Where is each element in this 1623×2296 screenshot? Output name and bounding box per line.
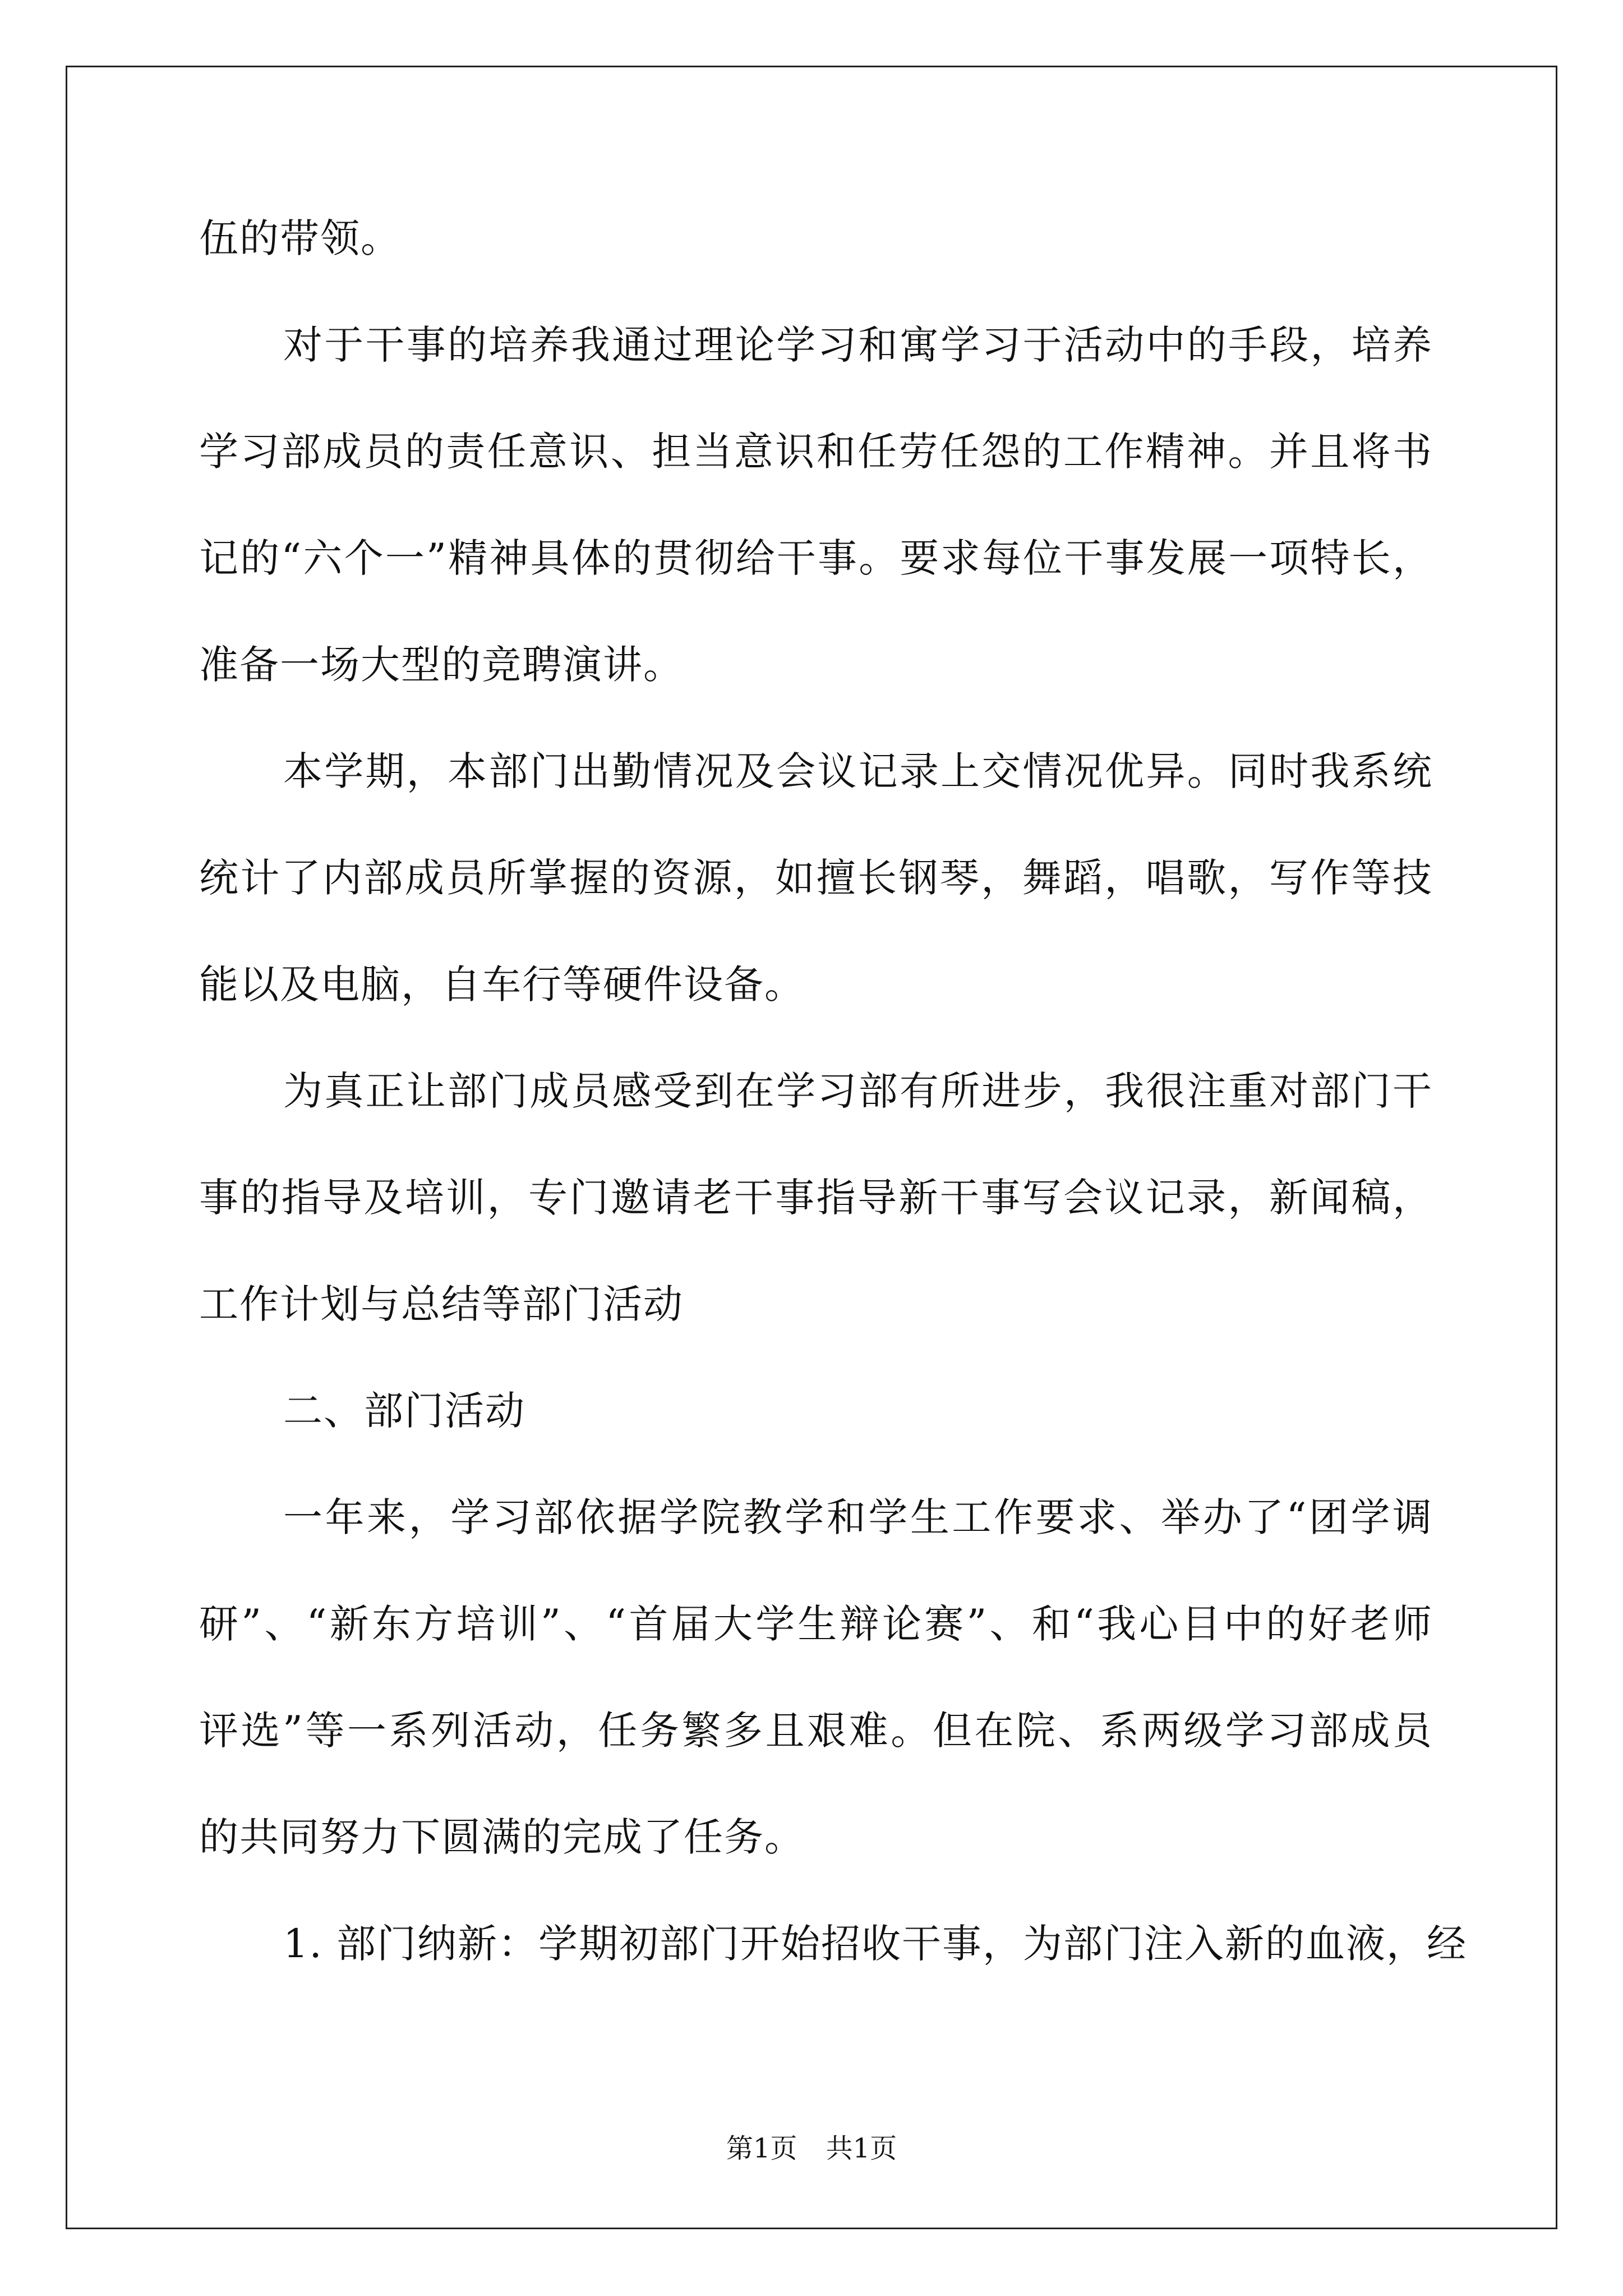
text-line: 为真正让部门成员感受到在学习部有所进步，我很注重对部门干: [283, 1068, 1433, 1114]
text-line: 工作计划与总结等部门活动: [199, 1281, 684, 1327]
text-line: 研”、“新东方培训”、“首届大学生辩论赛”、和“我心目中的好老师: [199, 1601, 1433, 1647]
text-line: 事的指导及培训，专门邀请老干事指导新干事写会议记录，新闻稿，: [199, 1175, 1433, 1221]
text-line: 评选”等一系列活动，任务繁多且艰难。但在院、系两级学习部成员: [199, 1708, 1433, 1754]
text-line: 准备一场大型的竞聘演讲。: [199, 642, 684, 688]
text-line: 对于干事的培养我通过理论学习和寓学习于活动中的手段，培养: [283, 322, 1433, 368]
text-line: 的共同努力下圆满的完成了任务。: [199, 1814, 805, 1860]
text-line: 记的“六个一”精神具体的贯彻给干事。要求每位干事发展一项特长，: [199, 535, 1433, 581]
text-line: 1. 部门纳新：学期初部门开始招收干事，为部门注入新的血液，经: [283, 1921, 1468, 1967]
text-line: 学习部成员的责任意识、担当意识和任劳任怨的工作精神。并且将书: [199, 429, 1433, 475]
text-line: 能以及电脑，自车行等硬件设备。: [199, 961, 805, 1007]
text-line: 伍的带领。: [199, 215, 401, 261]
page-number: 第1页: [726, 2133, 797, 2164]
page-footer: [0, 2132, 1623, 2165]
text-line: 本学期，本部门出勤情况及会议记录上交情况优异。同时我系统: [283, 748, 1433, 794]
text-line: 一年来，学习部依据学院教学和学生工作要求、举办了“团学调: [283, 1494, 1433, 1540]
page-border: [66, 66, 1557, 2229]
page-total: 共1页: [826, 2133, 897, 2164]
section-heading: 二、部门活动: [283, 1388, 525, 1434]
text-line: 统计了内部成员所掌握的资源，如擅长钢琴，舞蹈，唱歌，写作等技: [199, 855, 1433, 901]
